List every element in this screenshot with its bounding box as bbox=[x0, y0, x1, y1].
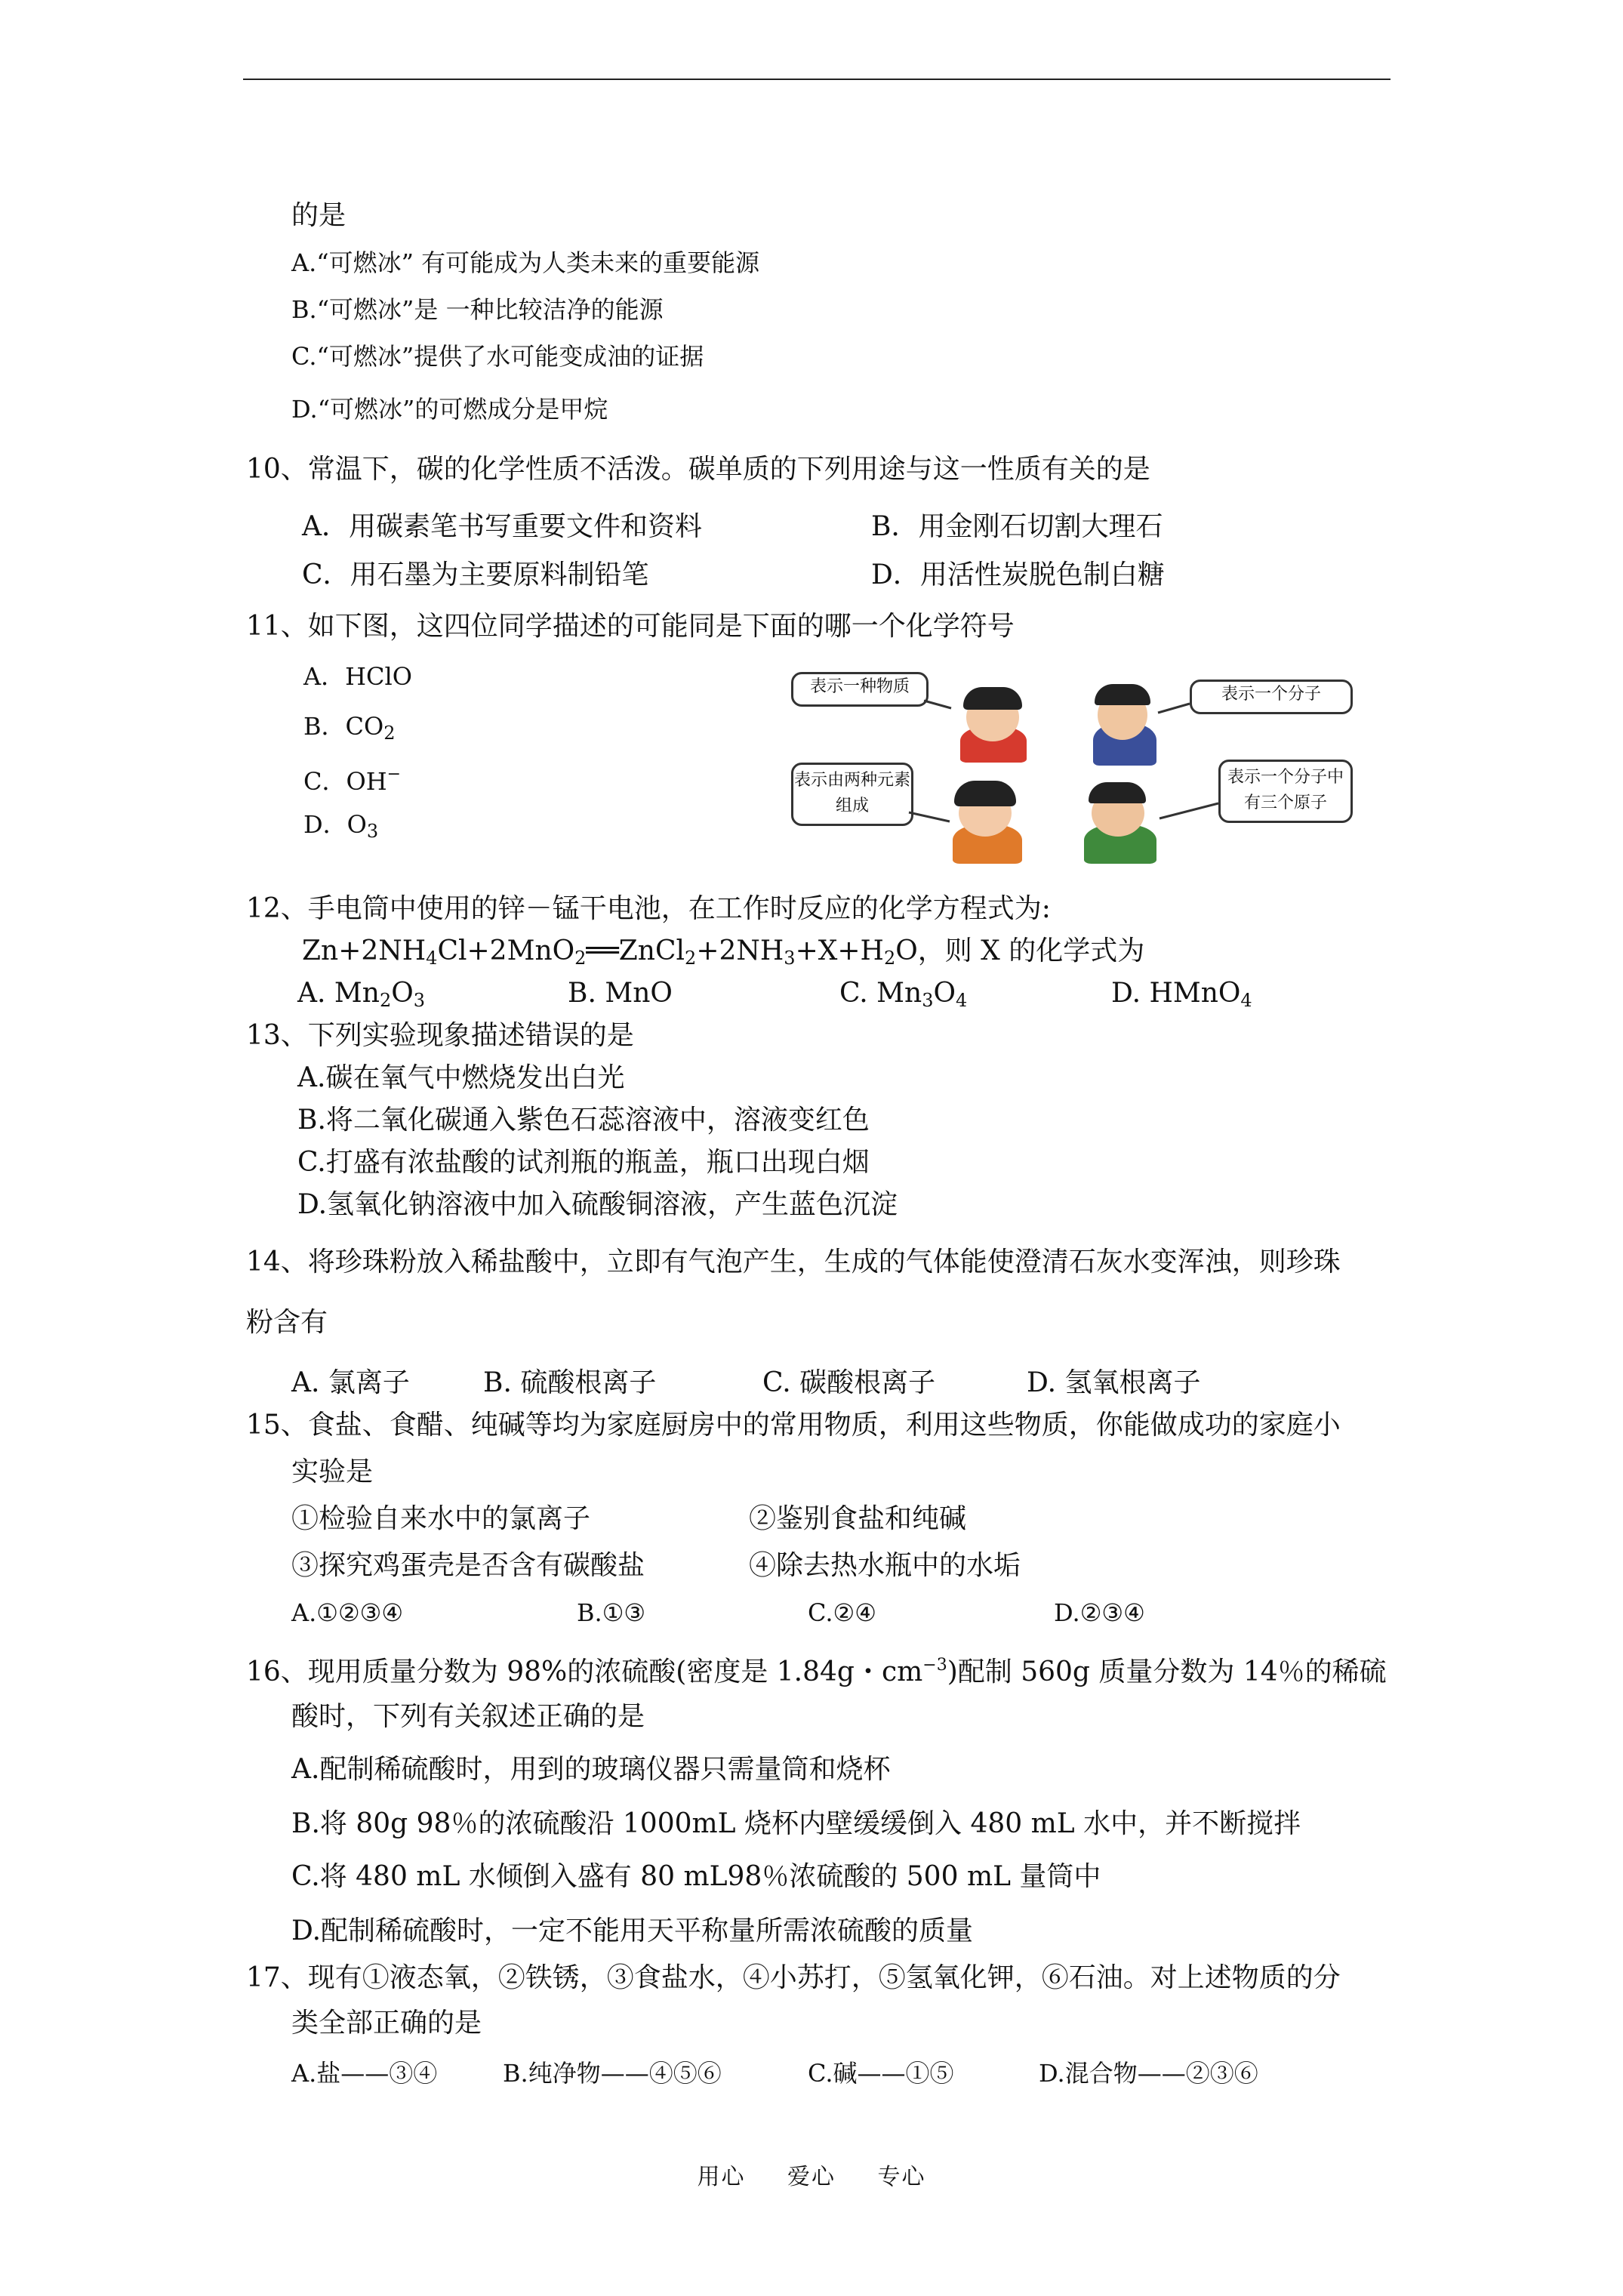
q16-stem-line2: 酸时，下列有关叙述正确的是 bbox=[291, 1701, 645, 1732]
speech-bubble-4: 表示一个分子中有三个原子 bbox=[1218, 760, 1353, 823]
q9-stem-tail: 的是 bbox=[291, 200, 346, 231]
footer-word-3: 专心 bbox=[877, 2164, 926, 2190]
q15-option-d: D.②③④ bbox=[1054, 1598, 1145, 1627]
q16-option-d: D.配制稀硫酸时，一定不能用天平称量所需浓硫酸的质量 bbox=[291, 1915, 974, 1946]
header-rule bbox=[243, 79, 1390, 80]
q15-stem-line1: 15、食盐、食醋、纯碱等均为家庭厨房中的常用物质，利用这些物质，你能做成功的家庭小 bbox=[246, 1410, 1341, 1441]
q12-equation: $Zn+2NH_4Cl+2MnO_2══ZnCl_2+2NH_3+X+H_2O$，则 X 的化学式为 bbox=[302, 935, 1145, 969]
q9-option-b: B.“可燃冰”是 一种比较洁净的能源 bbox=[291, 295, 664, 324]
speech-bubble-2: 表示一个分子 bbox=[1190, 680, 1353, 714]
student-1-hair bbox=[963, 687, 1022, 710]
q17-stem-line1: 17、现有①液态氧，②铁锈，③食盐水，④小苏打，⑤氢氧化钾，⑥石油。对上述物质的分 bbox=[246, 1962, 1341, 1993]
page-footer bbox=[0, 2158, 1623, 2191]
q12-option-a: A. $Mn_2O_3$ bbox=[297, 978, 426, 1011]
q15-item-4: ④除去热水瓶中的水垢 bbox=[749, 1550, 1021, 1581]
q17-option-b: B.纯净物——④⑤⑥ bbox=[503, 2059, 722, 2088]
q12-stem: 12、手电筒中使用的锌－锰干电池，在工作时反应的化学方程式为: bbox=[246, 893, 1051, 924]
q16-option-c: C.将 480 mL 水倾倒入盛有 80 mL98％浓硫酸的 500 mL 量筒中 bbox=[291, 1861, 1101, 1892]
q11-option-d: D．$O_3$ bbox=[303, 810, 379, 842]
q10-option-d: D．用活性炭脱色制白糖 bbox=[871, 559, 1165, 590]
q17-option-a: A.盐——③④ bbox=[291, 2059, 438, 2088]
q14-option-b: B. 硫酸根离子 bbox=[483, 1367, 657, 1398]
students-illustration bbox=[782, 663, 1363, 867]
q11-option-b: B．$CO_2$ bbox=[303, 712, 396, 744]
q13-option-b: B.将二氧化碳通入紫色石蕊溶液中，溶液变红色 bbox=[297, 1105, 870, 1136]
q15-item-3: ③探究鸡蛋壳是否含有碳酸盐 bbox=[291, 1550, 645, 1581]
q16-option-a: A.配制稀硫酸时，用到的玻璃仪器只需量筒和烧杯 bbox=[291, 1754, 891, 1785]
q13-option-a: A.碳在氧气中燃烧发出白光 bbox=[297, 1062, 625, 1093]
q15-item-2: ②鉴别食盐和纯碱 bbox=[749, 1503, 967, 1534]
q9-option-d: D.“可燃冰”的可燃成分是甲烷 bbox=[291, 395, 608, 424]
q9-option-a: A.“可燃冰” 有可能成为人类未来的重要能源 bbox=[291, 248, 760, 277]
q9-option-c: C.“可燃冰”提供了水可能变成油的证据 bbox=[291, 342, 704, 371]
q12-option-b: B. MnO bbox=[568, 978, 673, 1009]
footer-word-1: 用心 bbox=[697, 2164, 746, 2190]
footer-word-2: 爱心 bbox=[787, 2164, 836, 2190]
speech-bubble-3: 表示由两种元素组成 bbox=[791, 763, 913, 826]
q15-option-b: B.①③ bbox=[577, 1598, 646, 1627]
q10-option-a: A．用碳素笔书写重要文件和资料 bbox=[302, 511, 702, 542]
student-4-hair bbox=[1089, 782, 1146, 803]
q11-option-a: A．HClO bbox=[303, 662, 412, 691]
q12-option-c: C. $Mn_3O_4$ bbox=[839, 978, 968, 1011]
q16-option-b: B.将 80g 98％的浓硫酸沿 1000mL 烧杯内壁缓缓倒入 480 mL 水中，并不断搅拌 bbox=[291, 1808, 1301, 1839]
q15-stem-line2: 实验是 bbox=[291, 1456, 374, 1487]
q15-option-c: C.②④ bbox=[808, 1598, 876, 1627]
q16-stem-line1: 16、现用质量分数为 98%的浓硫酸(密度是 1.84g・$cm^{-3}$)配制 560g 质量分数为 14％的稀硫 bbox=[246, 1656, 1387, 1687]
q14-option-a: A. 氯离子 bbox=[291, 1367, 410, 1398]
speech-bubble-1: 表示一种物质 bbox=[791, 672, 929, 707]
q14-stem-line1: 14、将珍珠粉放入稀盐酸中，立即有气泡产生，生成的气体能使澄清石灰水变浑浊，则珍珠 bbox=[246, 1247, 1341, 1277]
q17-option-c: C.碱——①⑤ bbox=[808, 2059, 954, 2088]
q10-option-c: C．用石墨为主要原料制铅笔 bbox=[302, 559, 649, 590]
student-2-hair bbox=[1095, 684, 1150, 705]
student-3-hair bbox=[954, 781, 1016, 806]
q10-option-b: B．用金刚石切割大理石 bbox=[871, 511, 1163, 542]
q12-option-d: D. HMnO$_4$ bbox=[1111, 978, 1252, 1011]
q11-stem: 11、如下图，这四位同学描述的可能同是下面的哪一个化学符号 bbox=[246, 611, 1015, 642]
q13-option-d: D.氢氧化钠溶液中加入硫酸铜溶液，产生蓝色沉淀 bbox=[297, 1189, 898, 1220]
q13-option-c: C.打盛有浓盐酸的试剂瓶的瓶盖，瓶口出现白烟 bbox=[297, 1147, 870, 1178]
q14-option-c: C. 碳酸根离子 bbox=[762, 1367, 936, 1398]
q17-option-d: D.混合物——②③⑥ bbox=[1039, 2059, 1258, 2088]
q10-stem: 10、常温下，碳的化学性质不活泼。碳单质的下列用途与这一性质有关的是 bbox=[246, 454, 1150, 485]
bubble-tails bbox=[782, 663, 1363, 867]
q17-stem-line2: 类全部正确的是 bbox=[291, 2008, 482, 2039]
q15-item-1: ①检验自来水中的氯离子 bbox=[291, 1503, 591, 1534]
q14-stem-line2: 粉含有 bbox=[246, 1307, 328, 1338]
q15-option-a: A.①②③④ bbox=[291, 1598, 404, 1627]
q11-option-c: C．OH− bbox=[303, 765, 402, 796]
q13-stem: 13、下列实验现象描述错误的是 bbox=[246, 1020, 634, 1051]
q14-option-d: D. 氢氧根离子 bbox=[1027, 1367, 1201, 1398]
